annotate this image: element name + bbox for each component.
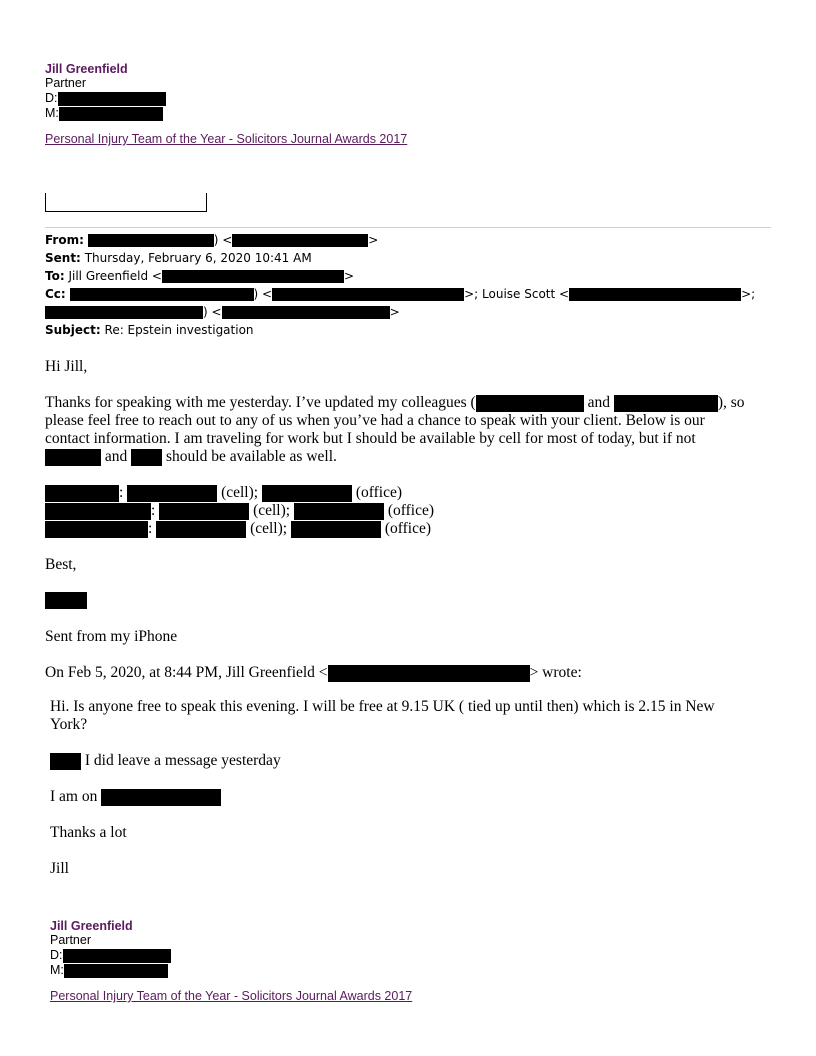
subject-line: Subject: Re: Epstein investigation: [45, 323, 254, 337]
redaction: [294, 503, 384, 520]
redaction: [101, 789, 221, 806]
redaction: [569, 288, 741, 301]
redaction: [156, 521, 246, 538]
redaction: [159, 503, 249, 520]
sent-from-signature: Sent from my iPhone: [45, 628, 178, 645]
award-link-bottom[interactable]: Personal Injury Team of the Year - Solicitors Journal Awards 2017: [50, 989, 413, 1003]
redaction: [70, 288, 254, 301]
redaction: [45, 592, 87, 609]
signature-title: Partner: [45, 76, 86, 90]
redaction: [45, 485, 119, 502]
redaction: [88, 234, 214, 247]
redaction: [59, 107, 163, 121]
signature-direct: D:: [45, 91, 166, 106]
redaction: [131, 449, 162, 466]
contact-row: : (cell); (office): [45, 520, 785, 538]
quoted-i-am-on: I am on: [50, 788, 221, 806]
redaction: [63, 949, 171, 963]
cc-line-continued: ) < >: [45, 303, 785, 321]
award-link[interactable]: Personal Injury Team of the Year - Solicitors Journal Awards 2017: [45, 132, 408, 146]
quoted-signoff: Jill: [50, 860, 69, 877]
to-line: To: Jill Greenfield < >: [45, 269, 354, 283]
redaction: [45, 449, 101, 466]
signature-mobile: M:: [50, 963, 171, 978]
redaction: [50, 753, 81, 770]
quoted-message-line: I did leave a message yesterday: [50, 752, 281, 770]
redaction: [614, 395, 718, 412]
closing: Best,: [45, 556, 77, 573]
redaction: [232, 234, 368, 247]
email-header: [45, 231, 785, 339]
quoted-thanks: Thanks a lot: [50, 824, 127, 841]
redaction: [45, 503, 151, 520]
image-placeholder-box: [45, 193, 207, 212]
body-paragraph-1: Thanks for speaking with me yesterday. I’ve updated my colleagues ( and ), so please feel free to reach out to any of us when you’ve had a chance to speak with your client. Below is our contact information. I am traveling for work but I should be available by cell for most of today, but if not and should be available as well.: [45, 394, 745, 465]
redaction: [328, 665, 530, 682]
header-divider: [45, 227, 771, 228]
redaction: [45, 306, 203, 319]
contact-row: : (cell); (office): [45, 484, 785, 502]
redaction: [476, 395, 584, 412]
signature-title: Partner: [50, 933, 91, 947]
signature-bottom: [50, 919, 171, 978]
redaction: [222, 306, 390, 319]
from-line: From: ) < >: [45, 233, 379, 247]
redaction: [45, 521, 148, 538]
signature-direct: D:: [50, 948, 171, 963]
signature-name: Jill Greenfield: [45, 62, 128, 76]
redaction: [64, 964, 168, 978]
signature-name: Jill Greenfield: [50, 919, 133, 933]
greeting: Hi Jill,: [45, 358, 88, 375]
redaction: [272, 288, 464, 301]
redaction: [58, 92, 166, 106]
redaction: [162, 270, 344, 283]
contact-list: [45, 484, 785, 538]
signature-mobile: M:: [45, 106, 166, 121]
signature-top: [45, 62, 166, 121]
redaction: [127, 485, 217, 502]
sent-line: Sent: Thursday, February 6, 2020 10:41 AM: [45, 251, 312, 265]
redaction: [291, 521, 381, 538]
cc-line: Cc: ) < >; Louise Scott < >;: [45, 287, 756, 301]
redaction: [262, 485, 352, 502]
quote-intro: On Feb 5, 2020, at 8:44 PM, Jill Greenfield < > wrote:: [45, 664, 582, 681]
contact-row: : (cell); (office): [45, 502, 785, 520]
quoted-paragraph-1: Hi. Is anyone free to speak this evening. I will be free at 9.15 UK ( tied up until then) which is 2.15 in New York?: [50, 698, 715, 733]
